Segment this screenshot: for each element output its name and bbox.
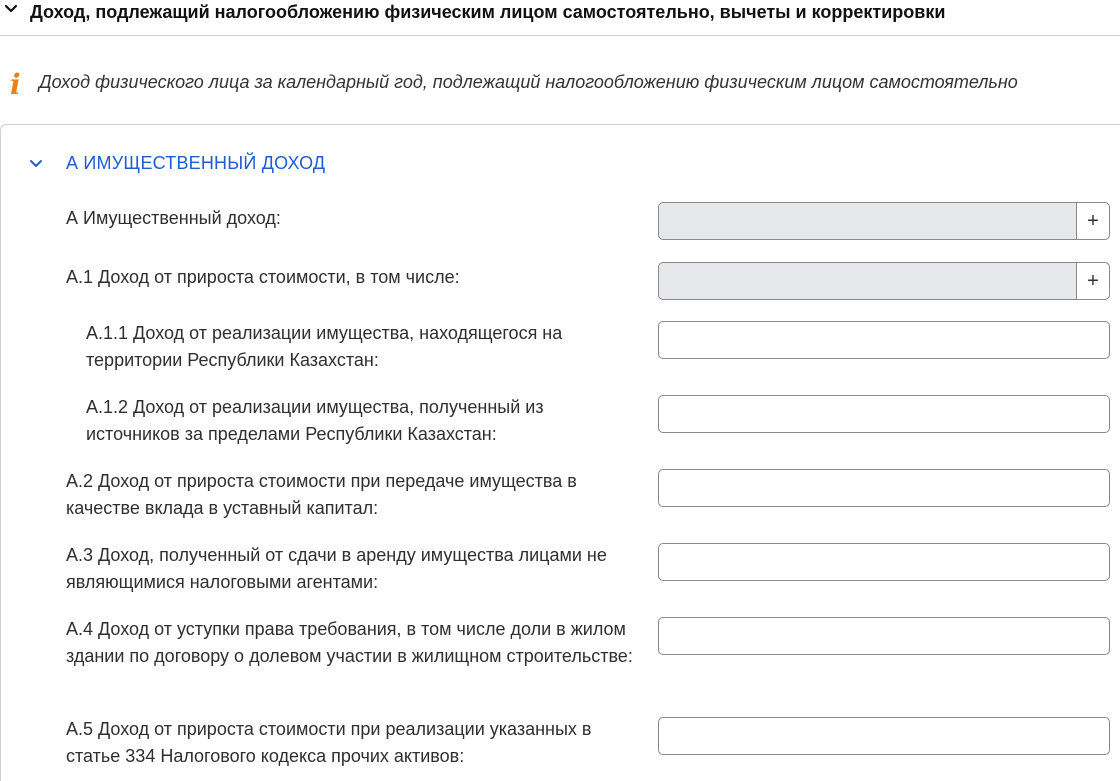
field-input-a <box>658 202 1110 240</box>
expand-button-a1[interactable]: + <box>1076 263 1109 299</box>
field-label-a12: А.1.2 Доход от реализации имущества, полученный из источников за пределами Республики Казахстан: <box>86 397 544 444</box>
field-label-a4: А.4 Доход от уступки права требования, в том числе доли в жилом здании по договору о долевом участии в жилищном строительстве: <box>66 619 633 666</box>
field-value-a <box>659 203 1076 239</box>
field-value-a2[interactable] <box>659 470 1109 506</box>
field-label-a11: А.1.1 Доход от реализации имущества, находящегося на территории Республики Казахстан: <box>86 323 563 370</box>
form-section-header[interactable] <box>0 0 1120 36</box>
field-value-a11[interactable] <box>659 322 1109 358</box>
field-value-a3[interactable] <box>659 544 1109 580</box>
field-label-a5: А.5 Доход от прироста стоимости при реализации указанных в статье 334 Налогового кодекса прочих активов: <box>66 719 592 766</box>
chevron-down-icon[interactable] <box>28 156 44 172</box>
field-input-a5[interactable] <box>658 717 1110 755</box>
chevron-down-icon[interactable] <box>4 2 18 16</box>
expand-button-a[interactable]: + <box>1076 203 1109 239</box>
field-input-a4[interactable] <box>658 617 1110 655</box>
field-label-a3: А.3 Доход, полученный от сдачи в аренду имущества лицами не являющимися налоговыми агентами: <box>66 545 607 592</box>
field-label-a1: А.1 Доход от прироста стоимости, в том числе: <box>66 267 460 287</box>
field-input-a12[interactable] <box>658 395 1110 433</box>
field-input-a2[interactable] <box>658 469 1110 507</box>
section-header-title: Доход, подлежащий налогообложению физическим лицом самостоятельно, вычеты и корректировки <box>30 2 946 22</box>
info-note <box>0 64 1120 104</box>
field-value-a1 <box>659 263 1076 299</box>
section-title-property-income[interactable]: А ИМУЩЕСТВЕННЫЙ ДОХОД <box>66 153 326 173</box>
field-label-a: А Имущественный доход: <box>66 208 281 228</box>
field-input-a11[interactable] <box>658 321 1110 359</box>
field-input-a3[interactable] <box>658 543 1110 581</box>
info-text: Доход физического лица за календарный год, подлежащий налогообложению физическим лицом самостоятельно <box>39 72 1018 92</box>
field-value-a4[interactable] <box>659 618 1109 654</box>
field-value-a5[interactable] <box>659 718 1109 754</box>
info-icon: i <box>10 68 21 101</box>
field-input-a1 <box>658 262 1110 300</box>
field-label-a2: А.2 Доход от прироста стоимости при передаче имущества в качестве вклада в уставный капитал: <box>66 471 577 518</box>
field-value-a12[interactable] <box>659 396 1109 432</box>
